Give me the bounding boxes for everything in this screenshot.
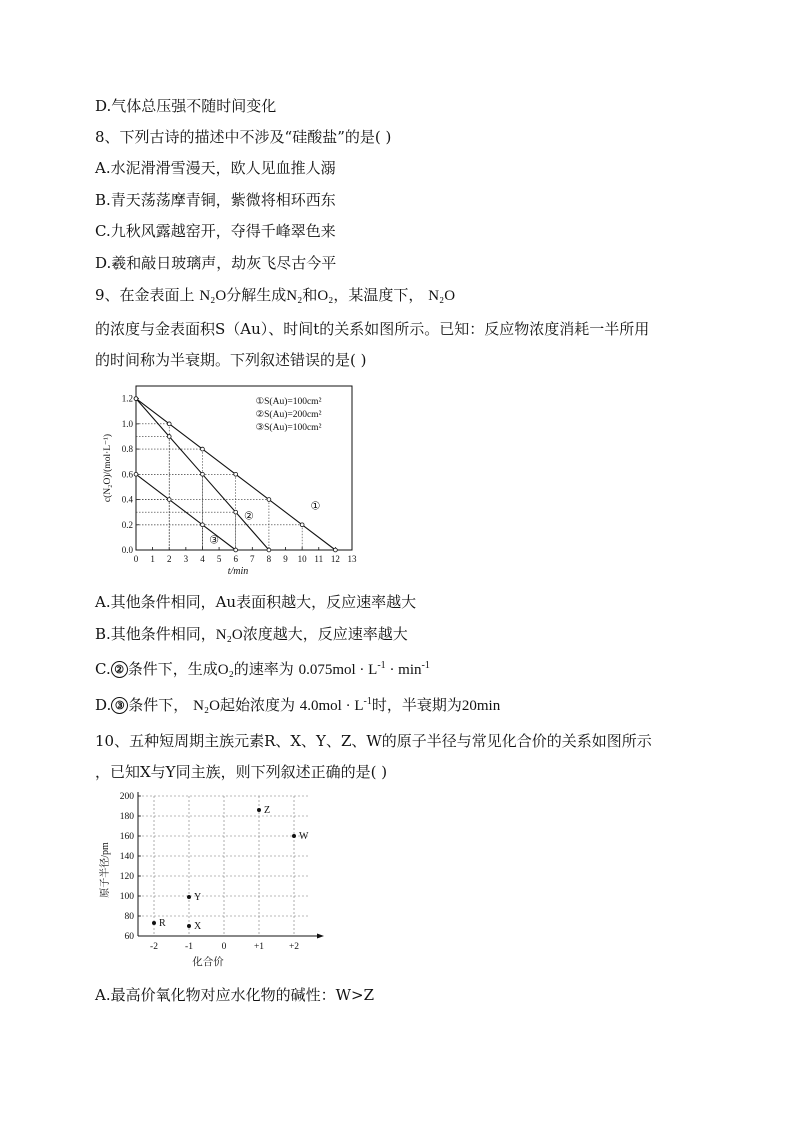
legend-entry: ③S(Au)=100cm² [255, 423, 322, 433]
point-label: X [194, 921, 202, 932]
data-point [292, 834, 296, 838]
atomic-radius-chart [96, 786, 326, 971]
exponent: -1 [363, 696, 372, 707]
y-tick-label: 140 [119, 852, 134, 862]
x-axis-label: 化合价 [192, 957, 224, 968]
x-tick-label: 8 [266, 554, 272, 564]
y-tick-label: 1.0 [121, 418, 133, 429]
formula-n2o: N₂O [199, 288, 227, 304]
formula-n2o: N₂O [428, 288, 456, 304]
x-tick-label: 0 [133, 554, 139, 564]
rate-unit: · min [385, 662, 422, 678]
data-point [267, 498, 271, 502]
q9-stem-line3: 的时间称为半衰期。下列叙述错误的是( ) [95, 351, 367, 369]
q9-option-b [95, 624, 408, 645]
y-axis-label: 原子半径/pm [100, 842, 111, 898]
data-point [134, 472, 138, 476]
y-tick-label: 0.2 [121, 519, 133, 530]
prev-option-d: D.气体总压强不随时间变化 [95, 97, 277, 115]
q8-option-b: B.青天荡荡摩青铜，紫微将相环西东 [95, 191, 336, 209]
y-tick-label: 0.4 [121, 494, 133, 505]
x-tick-label: +1 [253, 942, 265, 952]
x-tick-label: -2 [150, 942, 158, 952]
data-point [234, 548, 238, 552]
x-tick-label: 6 [233, 554, 238, 564]
q9-stem-text: 分解生成 [226, 286, 287, 304]
q9-option-b-text: 浓度越大，反应速率越大 [242, 625, 408, 643]
q9-option-d-text: 起始浓度为 [219, 696, 295, 714]
x-tick-label: 9 [283, 554, 288, 564]
rate-value [299, 662, 430, 678]
x-tick-label: 1 [150, 554, 155, 564]
q8-option-a: A.水泥滑滑雪漫天，欧人见血推人溺 [95, 159, 336, 177]
x-axis-label: t/min [227, 566, 249, 577]
data-point [201, 447, 205, 451]
y-tick-label: 100 [119, 892, 134, 902]
y-tick-label: 1.2 [121, 393, 133, 404]
data-point [201, 523, 205, 527]
q9-stem-line1 [95, 285, 455, 306]
data-point [300, 523, 304, 527]
q10-stem-line2: ，已知X与Y同主族，则下列叙述正确的是( ) [95, 763, 388, 781]
y-tick-label: 180 [119, 812, 134, 822]
half-life-value: 20min [461, 698, 501, 714]
x-tick-label: 2 [166, 554, 172, 564]
q9-option-d-text: D. [95, 696, 112, 714]
q9-option-c [95, 659, 430, 680]
point-label: Y [194, 892, 202, 903]
q8-option-d: D.羲和敲日玻璃声，劫灰飞尽古今平 [95, 254, 337, 272]
data-point [167, 435, 171, 439]
series-label: ③ [209, 534, 219, 547]
legend-entry: ①S(Au)=100cm² [255, 397, 322, 407]
q9-option-c-text: 的速率为 [233, 660, 294, 678]
y-tick-label: 120 [119, 872, 134, 882]
exponent: -1 [421, 660, 430, 671]
y-tick-label: 0.6 [121, 469, 133, 480]
q9-option-d-text: 条件下， [128, 696, 189, 714]
q9-stem-text: 和 [302, 286, 318, 304]
q9-option-b-text: B.其他条件相同， [95, 625, 216, 643]
series-label: ① [310, 500, 321, 513]
y-tick-label: 0.0 [121, 545, 133, 555]
y-tick-label: 0.8 [121, 444, 133, 455]
x-tick-label: 13 [347, 554, 357, 564]
x-tick-label: -1 [185, 942, 193, 952]
data-point [267, 548, 271, 552]
q9-stem-text: ，某温度下， [333, 286, 424, 304]
x-tick-label: 12 [330, 554, 340, 564]
point-label: Z [264, 805, 271, 816]
data-point [187, 895, 191, 899]
data-point [257, 808, 261, 812]
q10-stem-line1: 10、五种短周期主族元素R、X、Y、Z、W的原子半径与常见化合价的关系如图所示 [95, 732, 652, 750]
conc-value [300, 698, 372, 714]
x-tick-label: 4 [200, 554, 205, 564]
y-tick-label: 60 [124, 932, 134, 942]
point-label: R [159, 918, 166, 929]
data-point [187, 924, 191, 928]
legend-entry: ②S(Au)=200cm² [255, 410, 322, 420]
x-tick-label: 3 [183, 554, 189, 564]
x-tick-label: 5 [216, 554, 222, 564]
q9-stem-text: 9、在金表面上 [95, 286, 195, 304]
formula-o2: O₂ [317, 288, 334, 304]
q9-stem-line2: 的浓度与金表面积S（Au）、时间t的关系如图所示。已知：反应物浓度消耗一半所用 [95, 320, 650, 338]
x-tick-label: 0 [221, 942, 227, 952]
q8-stem: 8、下列古诗的描述中不涉及“硅酸盐”的是( ) [95, 128, 392, 146]
data-point [333, 548, 337, 552]
formula-n2: N₂ [286, 288, 303, 304]
data-point [167, 498, 171, 502]
x-axis-arrow [317, 934, 324, 939]
x-tick-label: +2 [288, 942, 300, 952]
series-label: ② [244, 510, 254, 523]
data-point [234, 472, 238, 476]
q9-option-c-text: C. [95, 660, 111, 678]
q9-option-a: A.其他条件相同，Au表面积越大，反应速率越大 [95, 593, 417, 611]
rate-number: 0.075mol · L [298, 662, 378, 678]
q10-option-a: A.最高价氧化物对应水化物的碱性：W>Z [95, 986, 375, 1004]
data-point [152, 921, 156, 925]
x-tick-label: 10 [297, 554, 307, 564]
y-tick-label: 160 [119, 832, 134, 842]
y-axis-label: c(N₂O)/(mol·L⁻¹) [103, 433, 113, 503]
q9-option-c-text: 条件下，生成 [127, 660, 218, 678]
x-tick-label: 7 [250, 554, 255, 564]
y-tick-label: 200 [119, 792, 134, 802]
formula-n2o: N₂O [193, 698, 220, 714]
circled-number: ② [111, 661, 128, 678]
x-tick-label: 11 [314, 554, 324, 564]
circled-number: ③ [111, 697, 128, 714]
formula-n2o: N₂O [215, 627, 243, 643]
n2o-concentration-chart [100, 380, 370, 580]
formula-o2: O₂ [217, 662, 234, 678]
y-tick-label: 80 [124, 912, 134, 922]
data-point [201, 472, 205, 476]
q9-option-d-text: 时，半衰期为 [371, 696, 462, 714]
point-label: W [299, 831, 309, 842]
data-point [134, 397, 138, 401]
exponent: -1 [377, 660, 386, 671]
data-point [167, 422, 171, 426]
q9-option-d [95, 695, 500, 716]
q8-option-c: C.九秋风露越窑开，夺得千峰翠色来 [95, 222, 336, 240]
data-point [234, 510, 238, 514]
conc-number: 4.0mol · L [299, 698, 364, 714]
